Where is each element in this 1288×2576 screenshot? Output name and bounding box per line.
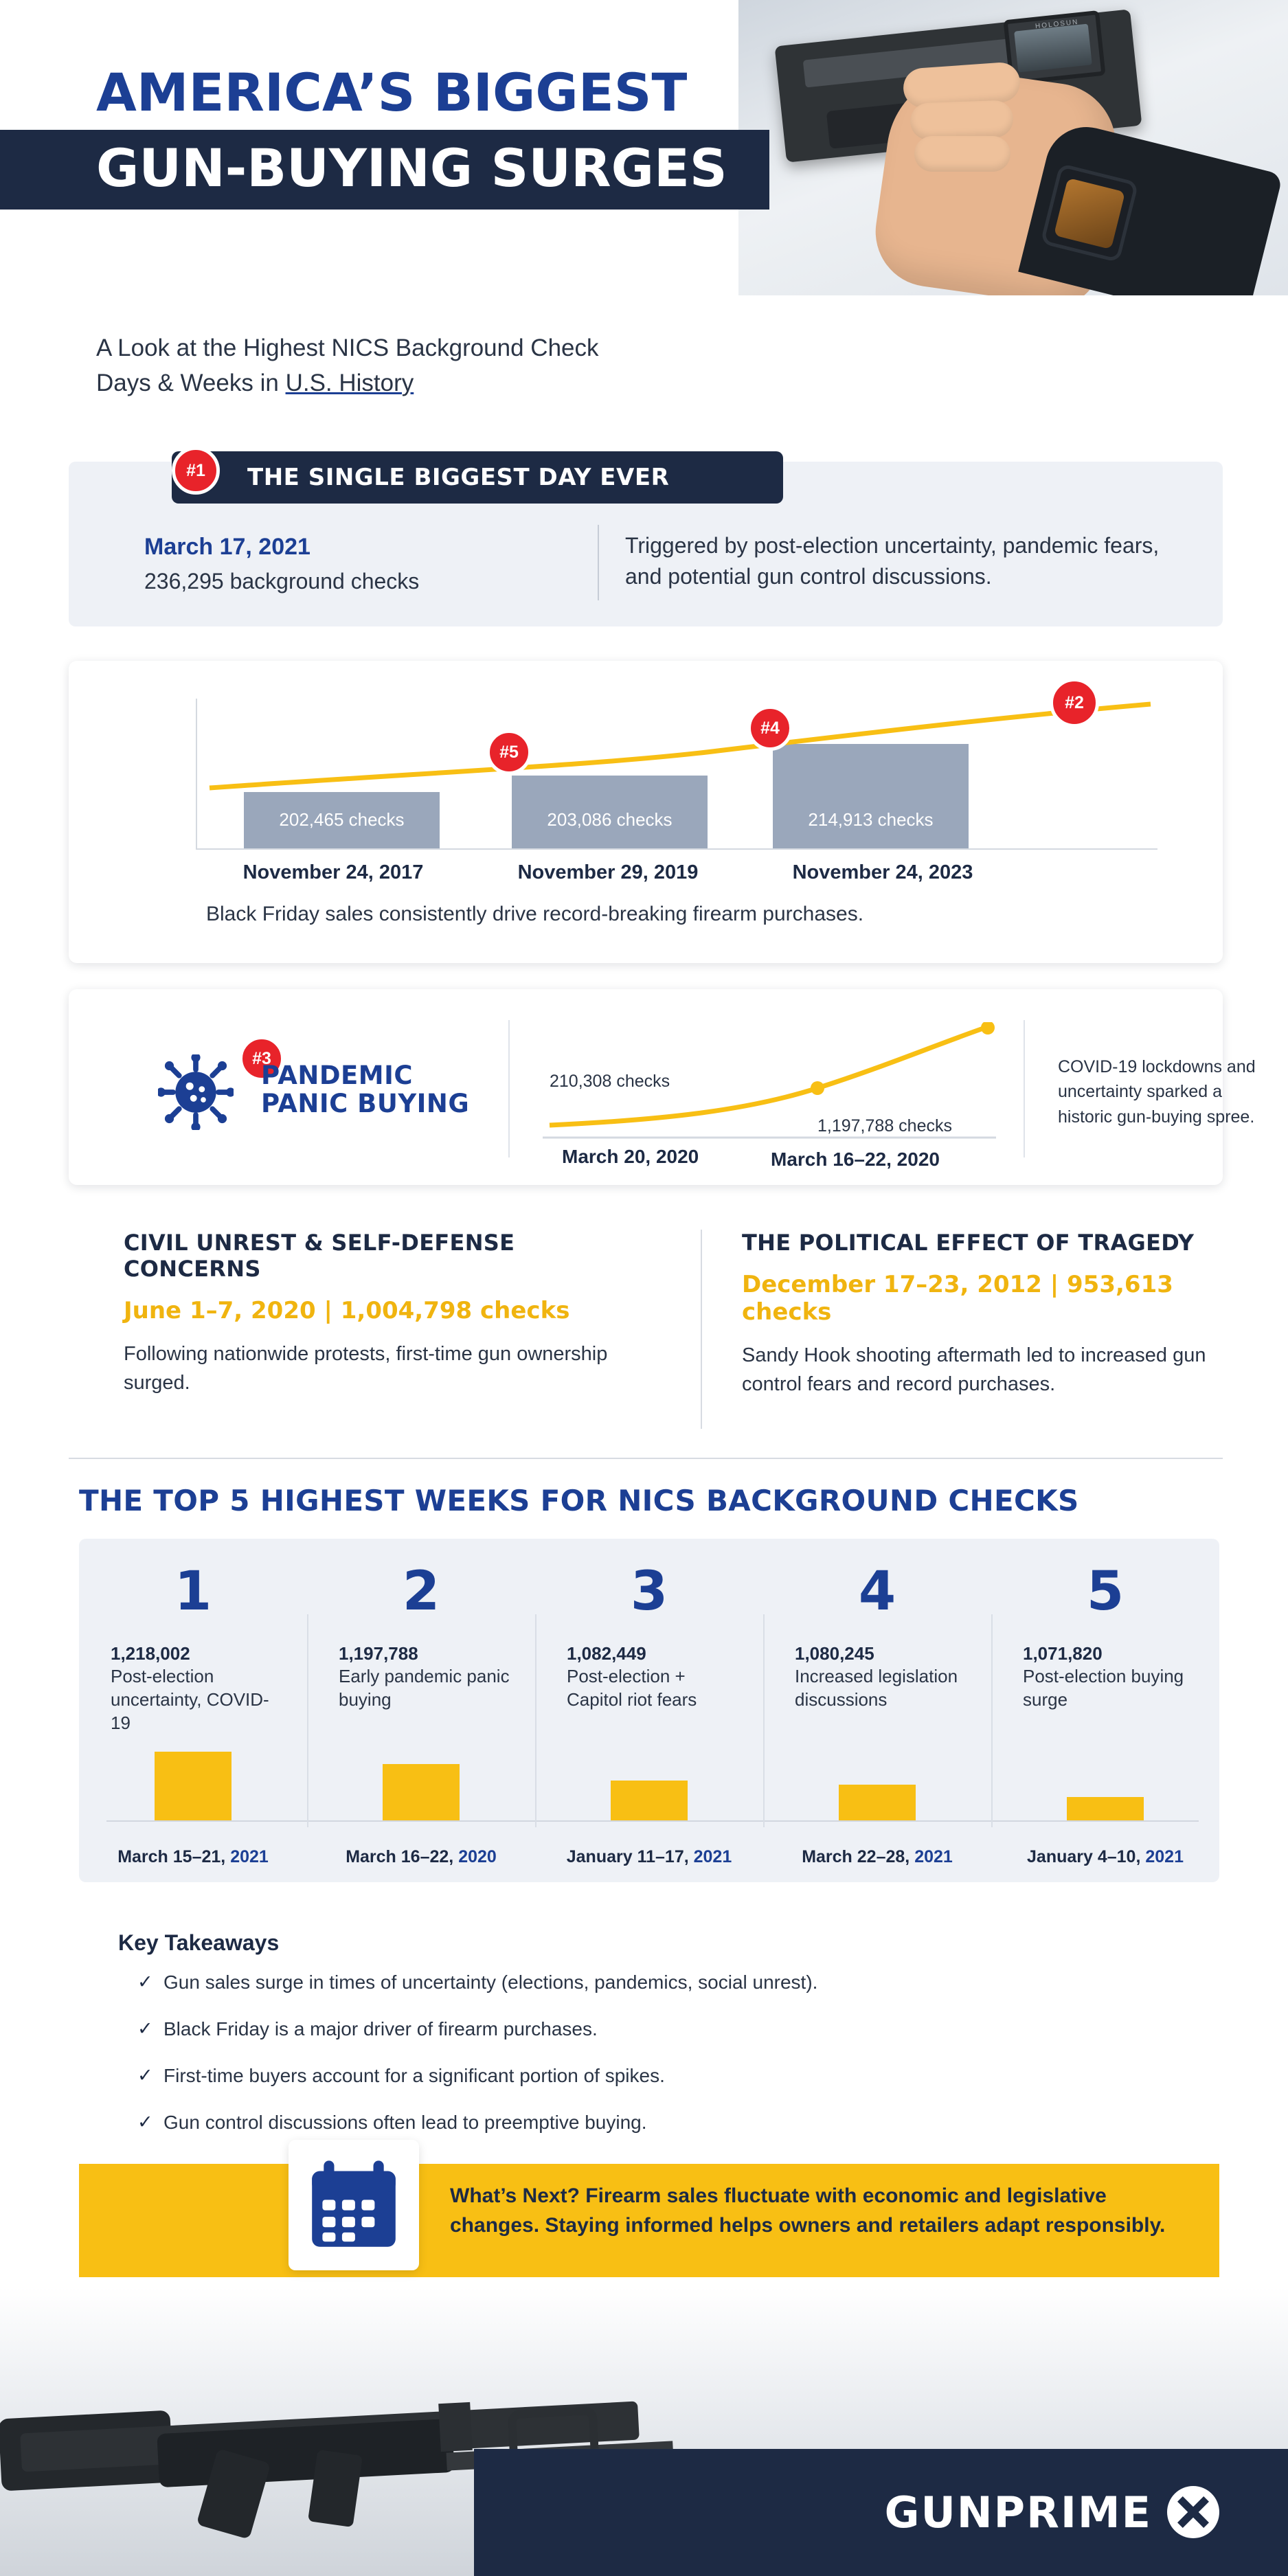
pandemic-title-line-2: PANIC BUYING — [261, 1089, 470, 1119]
week-bar — [383, 1764, 460, 1820]
week-description: Early pandemic panic buying — [339, 1666, 510, 1710]
two-column-section — [69, 1230, 1223, 1436]
week-value: 1,197,788 — [339, 1643, 418, 1664]
week-date-year: 2021 — [914, 1847, 953, 1866]
subtitle-link-text: U.S. History — [285, 369, 414, 396]
trend-line — [196, 699, 1157, 850]
week-date-year: 2021 — [1145, 1847, 1184, 1866]
rank-number: 2 — [402, 1561, 440, 1623]
finger-shape — [914, 136, 1010, 172]
black-friday-panel — [69, 661, 1223, 963]
key-takeaways-title: Key Takeaways — [118, 1930, 280, 1955]
virus-icon — [158, 1054, 234, 1130]
week-date-main: January 4–10, — [1027, 1847, 1146, 1866]
week-date — [79, 1847, 307, 1867]
pandemic-description: COVID-19 lockdowns and uncertainty sparked a historic gun-buying spree. — [1058, 1057, 1256, 1127]
title-bar — [0, 130, 769, 210]
biggest-day-tab — [172, 451, 783, 504]
takeaway-text: Gun control discussions often lead to preemptive buying. — [163, 2112, 647, 2133]
finger-shape — [909, 100, 1014, 140]
title-line-2: GUN-BUYING SURGES — [96, 137, 727, 199]
civil-unrest-heading: CIVIL UNREST & SELF-DEFENSE CONCERNS — [124, 1230, 515, 1282]
rifle-photo — [0, 2287, 1288, 2576]
biggest-day-checks: 236,295 background checks — [144, 569, 420, 594]
list-item — [137, 1971, 1168, 1993]
political-tragedy-body: Sandy Hook shooting aftermath led to increased gun control fears and record purchases. — [742, 1344, 1206, 1396]
top5-item-5 — [991, 1539, 1219, 1882]
week-date-year: 2021 — [230, 1847, 269, 1866]
week-description: Post-election + Capitol riot fears — [567, 1666, 697, 1710]
hero-section — [0, 0, 1288, 396]
top5-panel — [79, 1539, 1219, 1882]
top5-item-4 — [763, 1539, 991, 1882]
list-item — [137, 2065, 1168, 2087]
calendar-icon — [289, 2140, 419, 2270]
column-civil-unrest — [124, 1230, 646, 1397]
biggest-day-description: Triggered by post-election uncertainty, pandemic fears, and potential gun control discussions. — [625, 533, 1160, 589]
top5-row — [79, 1539, 1219, 1882]
bf-date-2023: November 24, 2023 — [792, 861, 973, 883]
check-icon: ✓ — [137, 2018, 153, 2039]
black-friday-date-labels — [196, 861, 1157, 884]
week-bar — [1067, 1797, 1144, 1820]
takeaway-text: Gun sales surge in times of uncertainty (elections, pandemics, social unrest). — [163, 1971, 818, 1993]
rank-badge-2: #2 — [1050, 678, 1099, 727]
subtitle — [96, 331, 866, 401]
pandemic-title-line-1: PANDEMIC — [261, 1061, 414, 1090]
top5-heading: THE TOP 5 HIGHEST WEEKS FOR NICS BACKGROUND CHECKS — [79, 1484, 1079, 1517]
bar-2019-label: 203,086 checks — [547, 809, 673, 830]
civil-unrest-body: Following nationwide protests, first-time gun ownership surged. — [124, 1343, 608, 1394]
week-description: Increased legislation discussions — [795, 1666, 958, 1710]
civil-unrest-stat: June 1–7, 2020 | 1,004,798 checks — [124, 1297, 570, 1324]
rank-badge-4: #4 — [747, 705, 793, 751]
handgun-photo — [738, 0, 1288, 295]
rank-number: 1 — [174, 1561, 212, 1623]
rank-number: 5 — [1086, 1561, 1125, 1623]
rifle-magazine-shape — [308, 2450, 363, 2527]
list-item — [137, 2018, 1168, 2040]
top5-item-1 — [79, 1539, 307, 1882]
pandemic-title — [261, 1061, 488, 1118]
rank-number: 3 — [630, 1561, 668, 1623]
column-political-tragedy — [742, 1230, 1264, 1399]
title-block — [0, 62, 756, 210]
subtitle-line-1: A Look at the Highest NICS Background Check — [96, 335, 599, 361]
pandemic-panel — [69, 989, 1256, 1185]
top5-item-2 — [307, 1539, 535, 1882]
subtitle-line-2 — [96, 366, 866, 401]
bf-date-2017: November 24, 2017 — [242, 861, 424, 883]
week-bar — [611, 1781, 688, 1820]
pandemic-point2-value: 1,197,788 checks — [817, 1116, 952, 1136]
list-item — [137, 2112, 1168, 2134]
week-date — [763, 1847, 991, 1867]
week-bar — [155, 1752, 231, 1820]
pandemic-point2-date: March 16–22, 2020 — [771, 1149, 940, 1170]
week-date-main: March 15–21, — [117, 1847, 231, 1866]
pandemic-point1-value: 210,308 checks — [550, 1072, 670, 1091]
biggest-day-panel — [69, 462, 1223, 626]
week-date-main: March 16–22, — [346, 1847, 459, 1866]
key-takeaways-list — [137, 1971, 1168, 2158]
optic-brand-label: HOLOSUN — [1035, 18, 1079, 31]
week-date-year: 2020 — [458, 1847, 497, 1866]
callout-icon-box — [289, 2140, 419, 2270]
rank-badge-3: #3 — [239, 1036, 284, 1081]
top5-item-3 — [535, 1539, 763, 1882]
week-date — [991, 1847, 1219, 1867]
check-icon: ✓ — [137, 2065, 153, 2086]
week-description: Post-election uncertainty, COVID-19 — [111, 1666, 269, 1733]
column-divider — [701, 1230, 702, 1429]
section-divider — [69, 1458, 1223, 1459]
title-line-1: AMERICA’S BIGGEST — [96, 62, 688, 123]
week-bar — [839, 1785, 916, 1820]
optic-glass-shape — [1014, 24, 1092, 73]
takeaway-text: Black Friday is a major driver of firearm purchases. — [163, 2018, 598, 2040]
brand-logo — [885, 2486, 1219, 2538]
bar-2023-label: 214,913 checks — [808, 809, 934, 830]
week-date-year: 2021 — [693, 1847, 732, 1866]
black-friday-note: Black Friday sales consistently drive record-breaking firearm purchases. — [206, 903, 864, 925]
rank-number: 4 — [858, 1561, 896, 1623]
brand-name: GUNPRIME — [884, 2487, 1152, 2538]
biggest-day-stats — [144, 534, 584, 594]
check-icon: ✓ — [137, 1971, 153, 1992]
week-date — [535, 1847, 763, 1867]
rifle-front-sight-shape — [438, 2402, 473, 2452]
subtitle-line-2-pre: Days & Weeks in — [96, 369, 286, 396]
takeaway-text: First-time buyers account for a significant portion of spikes. — [163, 2065, 665, 2086]
callout-text: What’s Next? Firearm sales fluctuate with economic and legislative changes. Staying informed helps owners and retailers adapt responsibly. — [450, 2184, 1166, 2237]
vertical-divider — [508, 1020, 510, 1157]
biggest-day-tab-label: THE SINGLE BIGGEST DAY EVER — [247, 464, 670, 491]
callout-banner — [79, 2164, 1219, 2277]
bar-2017-label: 202,465 checks — [279, 809, 405, 830]
rank-badge-5: #5 — [486, 730, 532, 775]
week-date-main: March 22–28, — [802, 1847, 915, 1866]
political-tragedy-heading: THE POLITICAL EFFECT OF TRAGEDY — [742, 1230, 1195, 1256]
week-description: Post-election buying surge — [1023, 1666, 1184, 1710]
biggest-day-date: March 17, 2021 — [144, 534, 310, 560]
vertical-divider — [1024, 1020, 1025, 1157]
rank-badge-1: #1 — [172, 447, 220, 495]
week-value: 1,080,245 — [795, 1643, 874, 1664]
week-value: 1,218,002 — [111, 1643, 190, 1664]
black-friday-chart — [196, 699, 1157, 850]
pandemic-point1-date: March 20, 2020 — [562, 1146, 699, 1167]
rifle-carry-handle-shape — [507, 2406, 598, 2454]
week-date-main: January 11–17, — [566, 1847, 694, 1866]
week-value: 1,071,820 — [1023, 1643, 1103, 1664]
brand-mark-icon — [1167, 2486, 1219, 2538]
bf-date-2019: November 29, 2019 — [517, 861, 699, 883]
vertical-divider — [598, 525, 599, 600]
week-date — [307, 1847, 535, 1867]
political-tragedy-stat: December 17–23, 2012 | 953,613 checks — [742, 1271, 1173, 1326]
week-value: 1,082,449 — [567, 1643, 646, 1664]
check-icon: ✓ — [137, 2112, 153, 2132]
